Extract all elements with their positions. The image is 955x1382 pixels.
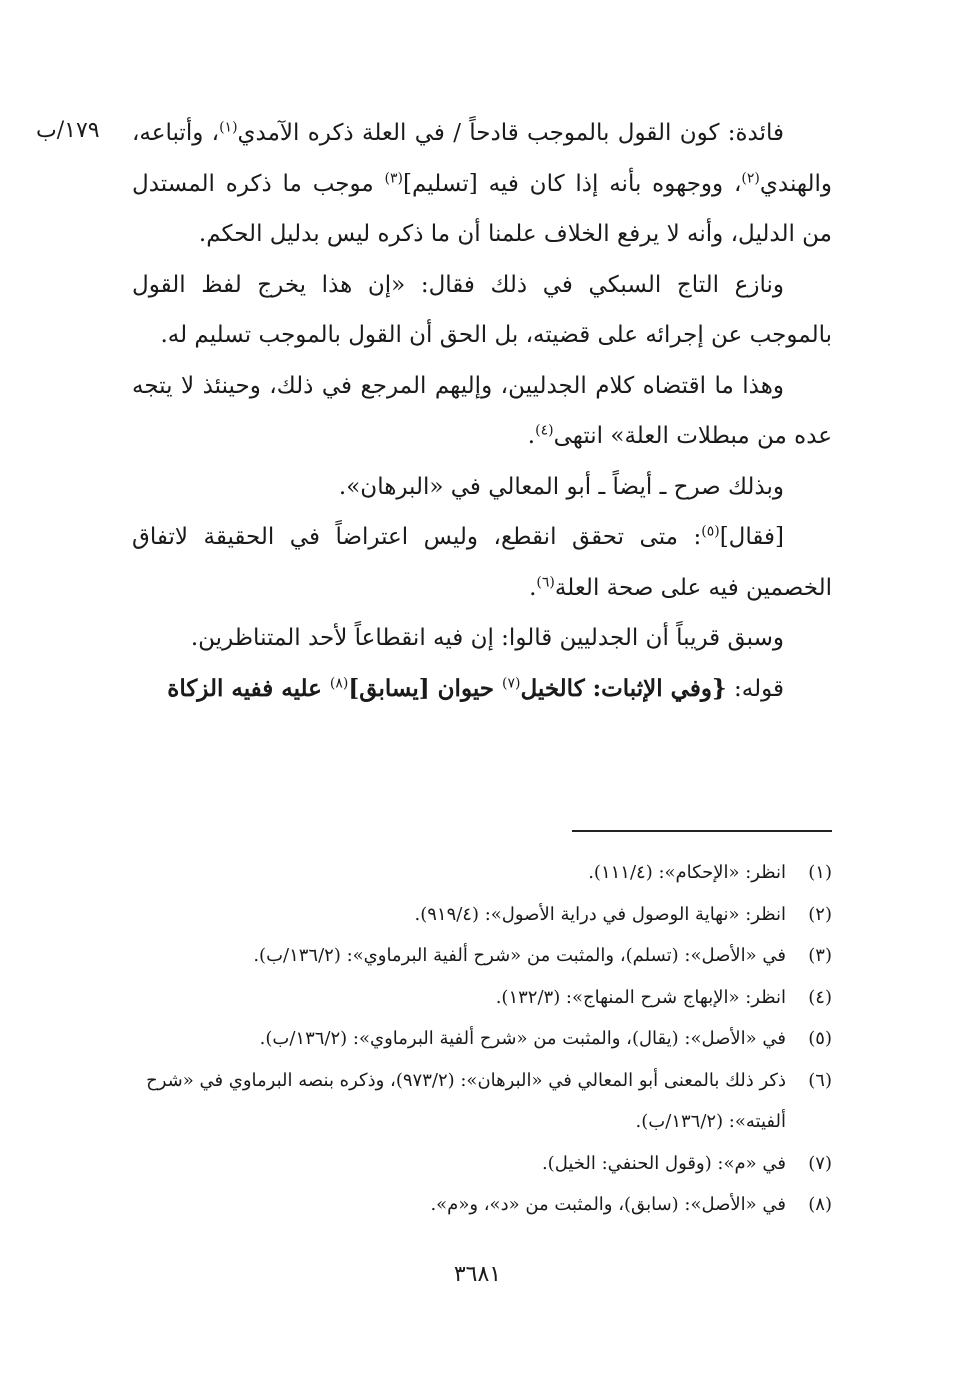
text-run: . (529, 574, 537, 601)
footnote-ref: (٣) (384, 169, 404, 186)
paragraph (132, 108, 832, 260)
footnote-number: (٢) (808, 903, 832, 925)
footnote-ref: (٦) (536, 573, 555, 590)
bold-text-run: عليه ففيه الزكاة (167, 674, 330, 702)
footnote-ref: (٧) (502, 674, 521, 691)
text-run: ، ووجهوه بأنه إذا كان فيه [تسليم] (403, 170, 742, 197)
main-text-body (132, 108, 832, 714)
text-run: موجب ما ذكره المستدل من الدليل، وأنه لا يرفع الخلاف علمنا أن ما ذكره ليس بدليل الحكم. (132, 170, 832, 247)
footnotes-list (132, 852, 832, 1226)
footnote (132, 977, 832, 1019)
text-run: وهذا ما اقتضاه كلام الجدليين، وإليهم المرجع في ذلك، وحينئذ لا يتجه عده من مبطلات العلة» انتهى (132, 372, 832, 449)
text-run: : متى تحقق انقطع، وليس اعتراضاً في الحقيقة لاتفاق الخصمين فيه على صحة العلة (132, 524, 832, 601)
footnote-number: (٣) (808, 945, 832, 966)
footnote-ref: (٨) (329, 674, 349, 691)
footnote-ref: (٤) (535, 422, 554, 439)
footnote-number: (١) (808, 862, 832, 883)
text-run: ونازع التاج السبكي في ذلك فقال: «إن هذا يخرج لفظ القول بالموجب عن إجرائه على قضيته، بل الحق أن القول بالموجب تسليم له. (132, 271, 832, 348)
paragraph (132, 361, 832, 462)
paragraph (132, 613, 832, 664)
bold-text-run: {وفي الإثبات: كالخيل (520, 674, 727, 702)
paragraph (132, 462, 832, 513)
footnote-number: (٤) (808, 986, 832, 1008)
page-number: ٣٦٨١ (453, 1262, 502, 1287)
footnote-text: في «الأصل»: (يقال)، والمثبت من «شرح ألفية البرماوي»: (١٣٦/٢/ب). (259, 1028, 786, 1049)
footnote-text: انظر: «الإحكام»: (١١١/٤). (588, 862, 786, 883)
footnote-ref: (٢) (741, 169, 760, 186)
footnote-text: انظر: «الإبهاج شرح المنهاج»: (١٣٢/٣). (495, 986, 786, 1008)
footnote (132, 852, 832, 894)
footnote (132, 1143, 832, 1185)
text-run: ، وأتباعه، والهندي (132, 120, 833, 197)
text-run: وبذلك صرح ـ أيضاً ـ أبو المعالي في «البرهان». (338, 473, 784, 500)
text-run: فائدة: كون القول بالموجب قادحاً / في العلة ذكره الآمدي (237, 120, 784, 146)
footnote (132, 1184, 832, 1226)
footnote-ref: (١) (219, 119, 238, 136)
footnote-number: (٥) (808, 1028, 832, 1049)
bold-text-run: حيوان [يسابق] (348, 674, 502, 702)
footnote (132, 1060, 832, 1143)
footnote-text: في «م»: (وقول الحنفي: الخيل). (541, 1152, 786, 1174)
footnote-number: (٦) (808, 1069, 832, 1091)
paragraph (132, 260, 832, 361)
text-run: . (527, 423, 536, 449)
footnote-separator (572, 830, 832, 832)
paragraph (132, 512, 832, 613)
paragraph (132, 664, 832, 715)
footnote (132, 935, 832, 977)
footnote-text: في «الأصل»: (تسلم)، والمثبت من «شرح ألفية البرماوي»: (١٣٦/٢/ب). (253, 945, 786, 966)
footnote-text: انظر: «نهاية الوصول في دراية الأصول»: (٩١٩/٤). (414, 903, 786, 925)
footnote-text: في «الأصل»: (سابق)، والمثبت من «د»، و«م». (430, 1194, 786, 1215)
footnote-ref: (٥) (701, 523, 720, 540)
footnote-number: (٧) (808, 1152, 832, 1174)
text-run: قوله: (726, 675, 784, 702)
footnote (132, 894, 832, 936)
text-run: وسبق قريباً أن الجدليين قالوا: إن فيه انقطاعاً لأحد المتناظرين. (190, 625, 784, 651)
text-run: [فقال] (719, 524, 784, 550)
margin-folio-note: ١٧٩/ب (36, 118, 100, 143)
footnote-text: ذكر ذلك بالمعنى أبو المعالي في «البرهان»: (٩٧٣/٢)، وذكره بنصه البرماوي في «شرح ألفيته»: (١٣٦/٢/ب). (146, 1069, 786, 1132)
footnote-number: (٨) (808, 1194, 832, 1215)
footnote (132, 1018, 832, 1060)
